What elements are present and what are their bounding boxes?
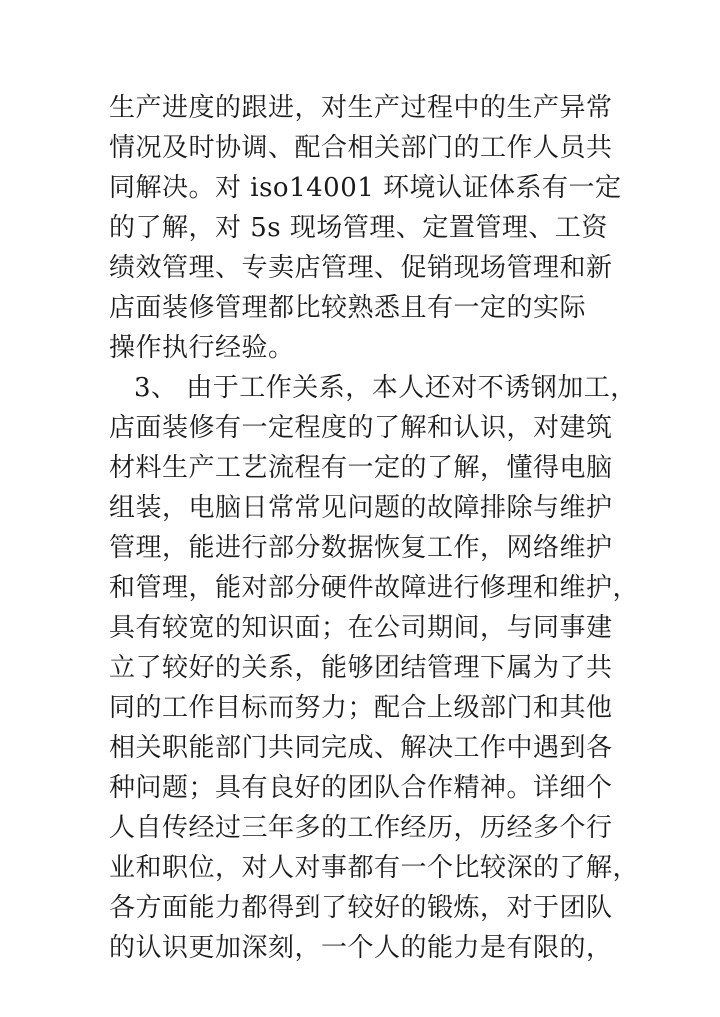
text-line: 绩效管理、专卖店管理、促销现场管理和新: [109, 253, 613, 283]
text-line: 操作执行经验。: [109, 333, 295, 363]
text-line: 同的工作目标而努力；配合上级部门和其他: [109, 693, 613, 723]
text-line: 材料生产工艺流程有一定的了解，懂得电脑: [109, 453, 613, 483]
text-line: 生产进度的跟进，对生产过程中的生产异常: [109, 93, 613, 123]
text-line: 相关职能部门共同完成、解决工作中遇到各: [109, 733, 613, 763]
text-line: 管理，能进行部分数据恢复工作，网络维护: [109, 533, 613, 563]
text-line: 人自传经过三年多的工作经历，历经多个行: [109, 813, 613, 843]
text-line: 立了较好的关系，能够团结管理下属为了共: [109, 653, 613, 683]
text-line: 同解决。对 iso14001 环境认证体系有一定: [109, 173, 622, 203]
numbered-paragraph-start: 3、 由于工作关系，本人还对不诱钢加工，: [134, 373, 637, 403]
text-line: 具有较宽的知识面；在公司期间，与同事建: [109, 613, 613, 643]
text-line: 组装，电脑日常常见问题的故障排除与维护: [109, 493, 613, 523]
text-line: 店面装修有一定程度的了解和认识，对建筑: [109, 413, 613, 443]
text-line: 的了解，对 5s 现场管理、定置管理、工资: [109, 213, 608, 243]
text-line: 各方面能力都得到了较好的锻炼，对于团队: [109, 893, 613, 923]
document-body: [109, 88, 640, 968]
text-line: 情况及时协调、配合相关部门的工作人员共: [109, 133, 613, 163]
text-line: 的认识更加深刻，一个人的能力是有限的，: [109, 933, 613, 963]
text-line: 业和职位，对人对事都有一个比较深的了解，: [109, 853, 640, 883]
text-line: 和管理，能对部分硬件故障进行修理和维护，: [109, 573, 640, 603]
text-line: 种问题；具有良好的团队合作精神。详细个: [109, 773, 613, 803]
text-line: 店面装修管理都比较熟悉且有一定的实际: [109, 293, 587, 323]
